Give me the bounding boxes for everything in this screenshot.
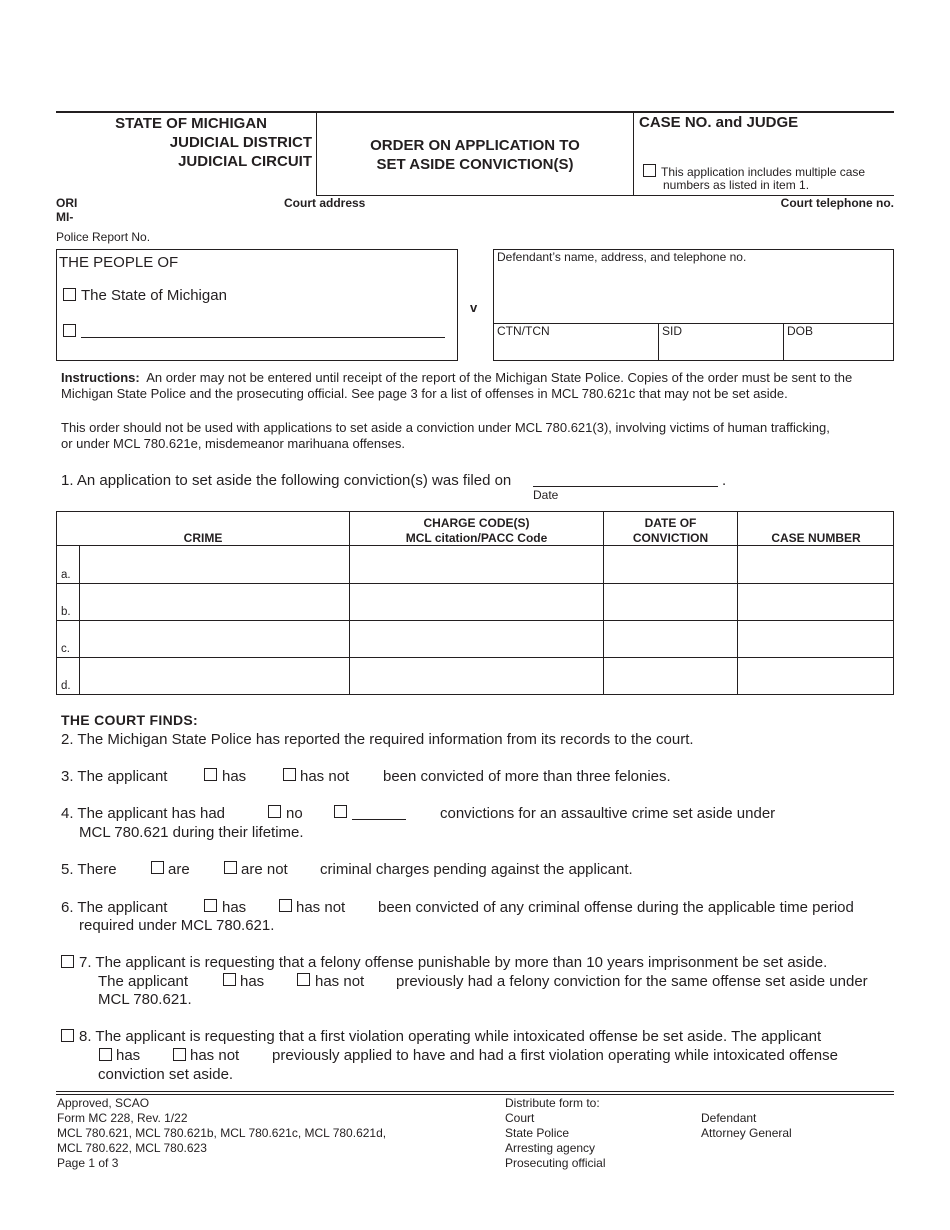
- item4-lead: 4. The applicant has had: [61, 805, 226, 822]
- state-of-michigan-label: The State of Michigan: [81, 287, 227, 304]
- item4-count-checkbox[interactable]: [334, 805, 347, 818]
- item5-lead: 5. There: [61, 861, 117, 878]
- item6-line2: required under MCL 780.621.: [79, 917, 275, 934]
- item6-has-not-label: has not: [296, 899, 346, 916]
- dob-label: DOB: [787, 324, 814, 338]
- item8-line3: conviction set aside.: [98, 1066, 234, 1083]
- ctn-label: CTN/TCN: [497, 324, 550, 338]
- item7-sub: The applicant: [98, 973, 189, 990]
- state-of-michigan-checkbox[interactable]: [63, 288, 76, 301]
- distribute-attorney-general: Attorney General: [701, 1126, 792, 1140]
- item4-no-checkbox[interactable]: [268, 805, 281, 818]
- item2-text: 2. The Michigan State Police has reported the required information from its records to the court.: [61, 731, 694, 748]
- form-title-line1: ORDER ON APPLICATION TO: [370, 137, 580, 154]
- instructions: [61, 370, 901, 452]
- crime-header: CRIME: [183, 531, 223, 545]
- filed-date-line[interactable]: [533, 486, 718, 487]
- state-label: STATE OF MICHIGAN: [115, 115, 267, 132]
- form-title-line2: SET ASIDE CONVICTION(S): [376, 156, 574, 173]
- instructions-label: Instructions:: [61, 370, 140, 385]
- distribute-prosecuting-official: Prosecuting official: [505, 1156, 606, 1170]
- people-of-label: THE PEOPLE OF: [59, 254, 179, 271]
- instructions-note-line2: or under MCL 780.621e, misdemeanor marihuana offenses.: [61, 436, 405, 451]
- mcl-line2: MCL 780.622, MCL 780.623: [57, 1141, 207, 1155]
- item8-lead: 8. The applicant is requesting that a first violation operating while intoxicated offense be set aside. The applicant: [79, 1028, 822, 1045]
- item5-are-label: are: [168, 861, 190, 878]
- item5-are-not-label: are not: [241, 861, 288, 878]
- item8-has-checkbox[interactable]: [99, 1048, 112, 1061]
- item7-line3: MCL 780.621.: [98, 991, 192, 1008]
- charge-code-header-line2: MCL citation/PACC Code: [405, 531, 548, 545]
- distribute-defendant: Defendant: [701, 1111, 757, 1125]
- item6-has-label: has: [222, 899, 247, 916]
- instructions-text-line2: Michigan State Police and the prosecuting official. See page 3 for a list of offenses in MCL 780.621c that may not be set aside.: [61, 386, 788, 401]
- item7-has-checkbox[interactable]: [223, 973, 236, 986]
- item4-tail: convictions for an assaultive crime set aside under: [440, 805, 776, 822]
- judicial-circuit-label: JUDICIAL CIRCUIT: [178, 153, 312, 170]
- date-of-conviction-header-line2: CONVICTION: [632, 531, 709, 545]
- judicial-district-label: JUDICIAL DISTRICT: [169, 134, 312, 151]
- court-address-label: Court address: [284, 196, 366, 210]
- page-number: Page 1 of 3: [57, 1156, 119, 1170]
- table-row: b.: [61, 606, 71, 618]
- sid-label: SID: [662, 324, 683, 338]
- instructions-note-line1: This order should not be used with applications to set aside a conviction under MCL 780.621(3), involving victims of human trafficking,: [61, 420, 830, 435]
- item1-number: 1.: [61, 472, 74, 489]
- distribute-arresting-agency: Arresting agency: [505, 1141, 596, 1155]
- item7-tail: previously had a felony conviction for the same offense set aside under: [396, 973, 868, 990]
- instructions-text-line1: An order may not be entered until receipt of the report of the Michigan State Police. Copies of the order must be sent to the: [146, 370, 853, 385]
- item1-period: .: [722, 472, 727, 489]
- case-number-header: CASE NUMBER: [771, 531, 861, 545]
- ori-label: ORI: [56, 196, 78, 210]
- item3-has-not-checkbox[interactable]: [283, 768, 296, 781]
- versus-label: v: [470, 300, 478, 315]
- item3-has-not-label: has not: [300, 768, 350, 785]
- item4-count-line[interactable]: [352, 819, 406, 820]
- court-telephone-label: Court telephone no.: [780, 196, 894, 210]
- item8-has-label: has: [116, 1047, 141, 1064]
- item6-tail: been convicted of any criminal offense during the applicable time period: [378, 899, 854, 916]
- item3-has-label: has: [222, 768, 247, 785]
- mi-label: MI-: [56, 210, 74, 224]
- distribute-state-police: State Police: [505, 1126, 570, 1140]
- item3-has-checkbox[interactable]: [204, 768, 217, 781]
- defendant-label: Defendant’s name, address, and telephone no.: [497, 250, 747, 264]
- item6-lead: 6. The applicant: [61, 899, 168, 916]
- multiple-case-text-line2: numbers as listed in item 1.: [663, 178, 810, 192]
- defendant-box: [493, 249, 894, 361]
- date-label: Date: [533, 488, 559, 502]
- item4-line2: MCL 780.621 during their lifetime.: [79, 824, 304, 841]
- item7-has-not-label: has not: [315, 973, 365, 990]
- mcl-line1: MCL 780.621, MCL 780.621b, MCL 780.621c, MCL 780.621d,: [57, 1126, 387, 1140]
- item8-tail: previously applied to have and had a first violation operating while intoxicated offense: [272, 1047, 838, 1064]
- item8-has-not-checkbox[interactable]: [173, 1048, 186, 1061]
- item7-has-not-checkbox[interactable]: [297, 973, 310, 986]
- item8-checkbox[interactable]: [61, 1029, 74, 1042]
- table-row: a.: [61, 569, 71, 581]
- multiple-case-text-line1: This application includes multiple case: [661, 165, 866, 179]
- table-row: d.: [61, 680, 71, 692]
- item1-text: An application to set aside the following conviction(s) was filed on: [76, 472, 512, 489]
- distribute-label: Distribute form to:: [505, 1096, 600, 1110]
- charge-code-header-line1: CHARGE CODE(S): [423, 516, 530, 530]
- item3-lead: 3. The applicant: [61, 768, 168, 785]
- item5-tail: criminal charges pending against the applicant.: [320, 861, 633, 878]
- multiple-case-checkbox[interactable]: [643, 164, 656, 177]
- item3-tail: been convicted of more than three felonies.: [383, 768, 671, 785]
- case-no-judge-label: CASE NO. and JUDGE: [639, 114, 799, 131]
- item7-lead: 7. The applicant is requesting that a felony offense punishable by more than 10 years imprisonment be set aside.: [79, 954, 828, 971]
- other-people-line[interactable]: [81, 337, 445, 338]
- table-row: c.: [61, 643, 70, 655]
- approved-label: Approved, SCAO: [57, 1096, 150, 1110]
- item7-checkbox[interactable]: [61, 955, 74, 968]
- item5-are-checkbox[interactable]: [151, 861, 164, 874]
- item6-has-checkbox[interactable]: [204, 899, 217, 912]
- date-of-conviction-header-line1: DATE OF: [644, 516, 697, 530]
- form-number-label: Form MC 228, Rev. 1/22: [57, 1111, 188, 1125]
- item7-has-label: has: [240, 973, 265, 990]
- other-people-checkbox[interactable]: [63, 324, 76, 337]
- item6-has-not-checkbox[interactable]: [279, 899, 292, 912]
- distribute-court: Court: [505, 1111, 535, 1125]
- court-finds-heading: THE COURT FINDS:: [61, 712, 199, 728]
- item4-no-label: no: [286, 805, 303, 822]
- item5-are-not-checkbox[interactable]: [224, 861, 237, 874]
- item8-has-not-label: has not: [190, 1047, 240, 1064]
- police-report-label: Police Report No.: [56, 230, 151, 244]
